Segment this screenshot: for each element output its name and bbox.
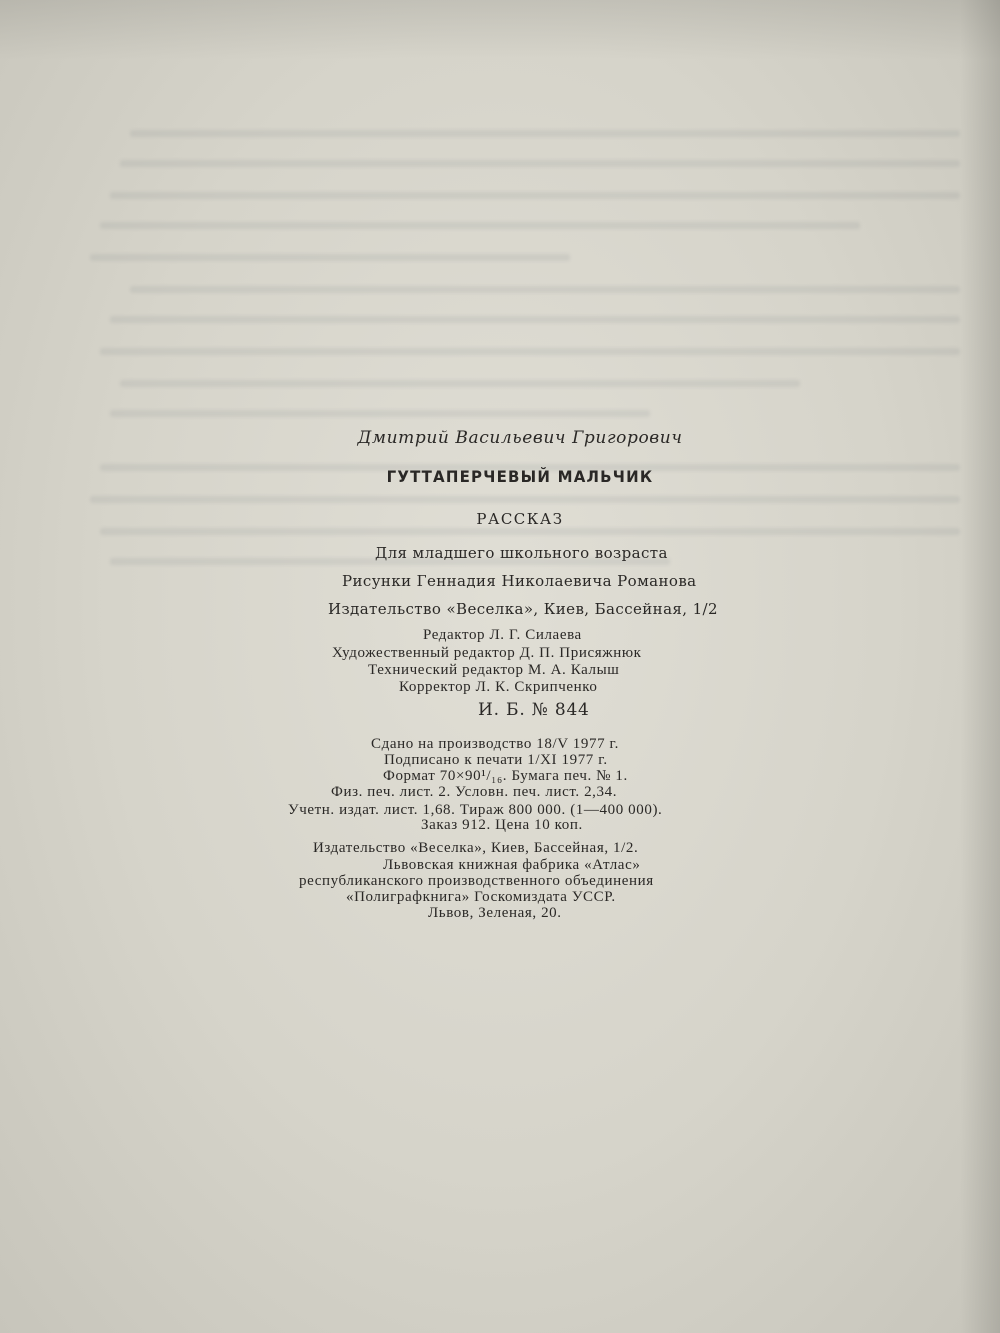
book-title: ГУТТАПЕРЧЕВЫЙ МАЛЬЧИК: [386, 467, 654, 487]
print-detail-line: Заказ 912. Цена 10 коп.: [421, 817, 583, 833]
illustrations-line: Рисунки Геннадия Николаевича Романова: [342, 572, 697, 590]
proofreader-line: Корректор Л. К. Скрипченко: [399, 679, 598, 695]
art-editor-line: Художественный редактор Д. П. Присяжнюк: [332, 645, 642, 661]
page-top-shadow: [0, 0, 1000, 60]
print-detail-line: Физ. печ. лист. 2. Условн. печ. лист. 2,34.: [331, 784, 618, 800]
printer-line: Львовская книжная фабрика «Атлас»: [383, 857, 641, 873]
audience-line: Для младшего школьного возраста: [375, 544, 668, 562]
printer-line: Издательство «Веселка», Киев, Бассейная, 1/2.: [313, 840, 639, 856]
printer-line: Львов, Зеленая, 20.: [428, 905, 562, 921]
print-detail-line: Подписано к печати 1/XI 1977 г.: [384, 752, 608, 768]
publisher-line: Издательство «Веселка», Киев, Бассейная, 1/2: [328, 600, 718, 618]
print-detail-line: Учетн. издат. лист. 1,68. Тираж 800 000. (1—400 000).: [288, 802, 663, 818]
author-name: Дмитрий Васильевич Григорович: [357, 428, 683, 448]
ib-number: И. Б. № 844: [478, 700, 590, 720]
print-detail-line: Формат 70×90¹/₁₆. Бумага печ. № 1.: [383, 768, 628, 784]
tech-editor-line: Технический редактор М. А. Калыш: [368, 662, 620, 678]
printer-line: республиканского производственного объединения: [299, 873, 654, 889]
editor-line: Редактор Л. Г. Силаева: [423, 627, 582, 643]
printer-line: «Полиграфкнига» Госкомиздата УССР.: [346, 889, 616, 905]
genre-label: РАССКАЗ: [476, 510, 564, 528]
print-detail-line: Сдано на производство 18/V 1977 г.: [371, 736, 619, 752]
